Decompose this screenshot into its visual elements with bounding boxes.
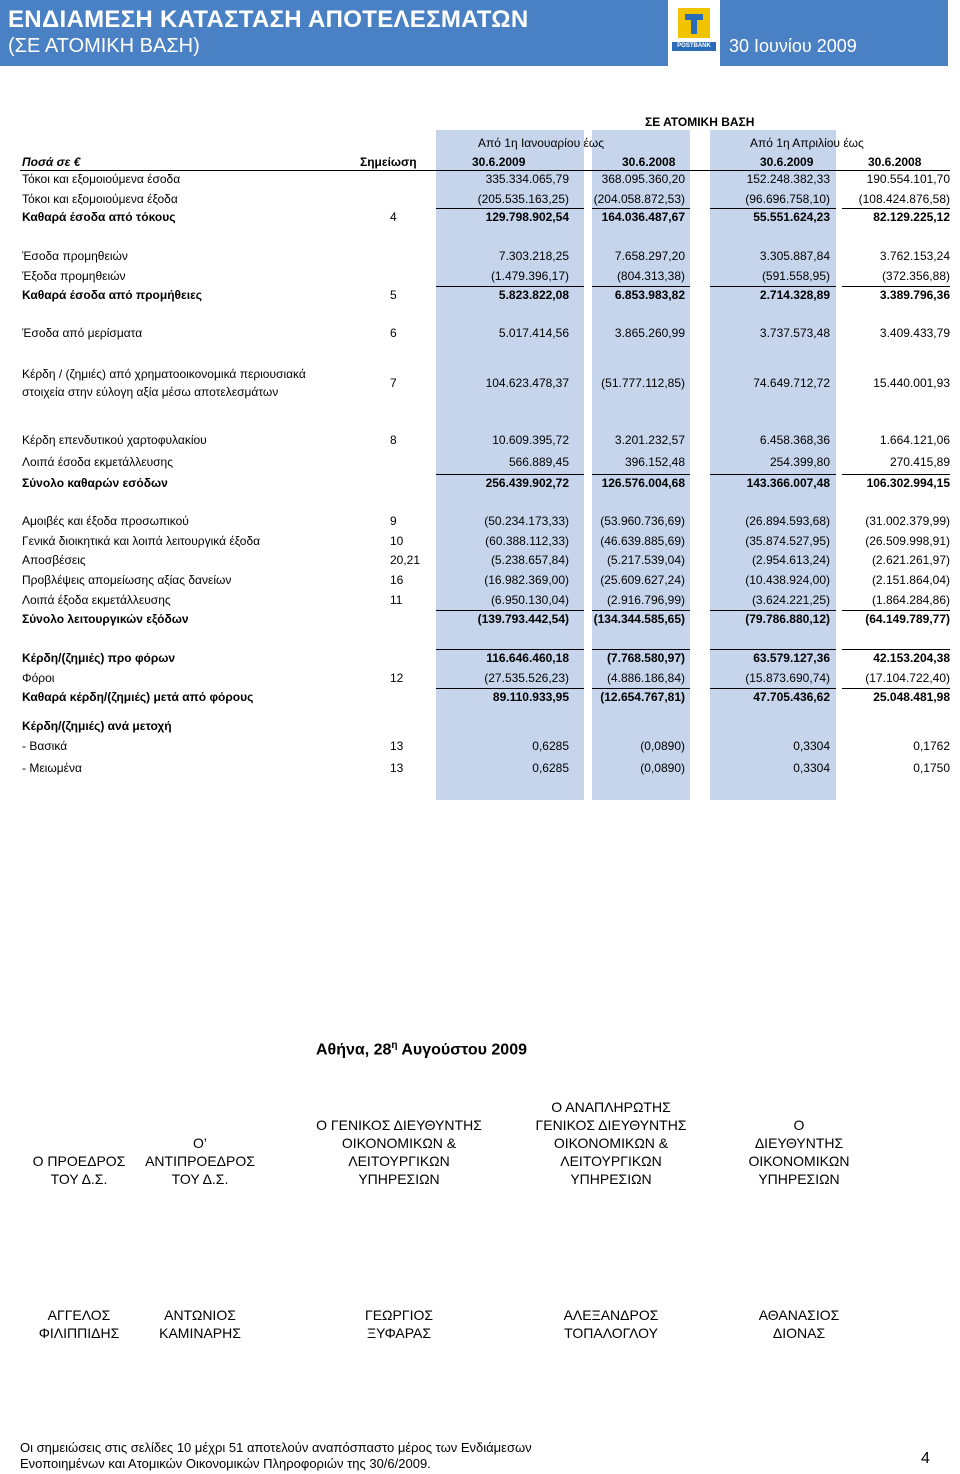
row-value: 335.334.065,79 — [485, 172, 569, 186]
subtotal-rule — [592, 208, 690, 209]
signatory-title-line: ΥΠΗΡΕΣΙΩΝ — [570, 1171, 652, 1187]
signatory-title — [501, 1098, 721, 1188]
signatory-title-line: ΓΕΝΙΚΟΣ ΔΙΕΥΘΥΝΤΗΣ — [535, 1117, 687, 1133]
signatory-title-line: ΔΙΕΥΘΥΝΤΗΣ — [754, 1135, 844, 1151]
row-value: (79.786.880,12) — [745, 612, 830, 626]
row-value: (2.621.261,97) — [871, 553, 950, 567]
signatory-title-line: ΟΙΚΟΝΟΜΙΚΩΝ & — [553, 1135, 669, 1151]
row-label: Γενικά διοικητικά και λοιπά λειτουργικά έξοδα — [22, 534, 261, 548]
subtotal-rule — [592, 649, 690, 650]
row-value: 0,3304 — [793, 761, 830, 775]
signatory-name-line: ΑΛΕΞΑΝΔΡΟΣ — [563, 1307, 659, 1323]
signatory-name — [90, 1306, 310, 1342]
subtotal-rule — [436, 688, 584, 689]
row-value: 396.152,48 — [624, 455, 685, 469]
row-note: 13 — [390, 761, 404, 775]
header-rule — [20, 170, 950, 171]
col-date-4: 30.6.2008 — [868, 155, 922, 169]
row-value: 3.737.573,48 — [759, 326, 830, 340]
row-label: Προβλέψεις απομείωσης αξίας δανείων — [22, 573, 232, 587]
row-value: 3.389.796,36 — [879, 288, 950, 302]
row-label: Λοιπά έξοδα εκμετάλλευσης — [22, 593, 171, 607]
header-bar — [0, 0, 948, 66]
row-label: Φόροι — [22, 671, 55, 685]
signatory-title-line: Ο ΓΕΝΙΚΟΣ ΔΙΕΥΘΥΝΤΗΣ — [316, 1117, 482, 1133]
subtotal-rule — [592, 610, 690, 611]
row-value: (53.960.736,69) — [600, 514, 685, 528]
row-value: (1.479.396,17) — [490, 269, 569, 283]
row-label: Αμοιβές και έξοδα προσωπικού — [22, 514, 189, 528]
row-value: (46.639.885,69) — [600, 534, 685, 548]
subtotal-rule — [710, 208, 836, 209]
row-value: (372.356,88) — [881, 269, 950, 283]
row-label: Σύνολο καθαρών εσόδων — [22, 476, 168, 490]
row-value: (17.104.722,40) — [865, 671, 950, 685]
row-label: Έξοδα προμηθειών — [22, 269, 126, 283]
row-value: 7.658.297,20 — [614, 249, 685, 263]
row-value: 3.409.433,79 — [879, 326, 950, 340]
row-value: 3.762.153,24 — [879, 249, 950, 263]
row-value: 3.305.887,84 — [759, 249, 830, 263]
row-label: Έσοδα από μερίσματα — [22, 326, 143, 340]
row-value: (2.151.864,04) — [871, 573, 950, 587]
subtotal-rule — [436, 649, 584, 650]
subtotal-rule — [842, 610, 950, 611]
signatory-name-line: ΓΕΩΡΓΙΟΣ — [365, 1307, 433, 1323]
row-value: (205.535.163,25) — [477, 192, 569, 206]
row-value: (804.313,38) — [616, 269, 685, 283]
row-label: Τόκοι και εξομοιούμενα έσοδα — [22, 172, 181, 186]
page-number: 4 — [921, 1450, 930, 1467]
row-note: 20,21 — [390, 553, 421, 567]
row-value: 164.036.487,67 — [601, 210, 685, 224]
period-header-right: Από 1η Απριλίου έως — [750, 136, 864, 150]
row-value: 25.048.481,98 — [873, 690, 950, 704]
subtotal-rule — [710, 649, 836, 650]
bank-logo — [668, 0, 720, 66]
col-date-2: 30.6.2008 — [622, 155, 676, 169]
row-value: (1.864.284,86) — [871, 593, 950, 607]
signatory-name-line: ΤΟΠΑΛΟΓΛΟΥ — [564, 1325, 658, 1341]
row-note: 11 — [390, 593, 403, 607]
row-note: 7 — [390, 376, 397, 390]
row-value: (16.982.369,00) — [484, 573, 569, 587]
row-label: - Βασικά — [22, 739, 68, 753]
row-note: 5 — [390, 288, 397, 302]
signatory-title-line: ΑΝΤΙΠΡΟΕΔΡΟΣ — [145, 1153, 255, 1169]
row-value: 129.798.902,54 — [485, 210, 569, 224]
row-value: (2.954.613,24) — [751, 553, 830, 567]
signatory-name-line: ΑΝΤΩΝΙΟΣ — [164, 1307, 236, 1323]
row-value: 3.865.260,99 — [614, 326, 685, 340]
row-note: 13 — [390, 739, 404, 753]
row-value: (60.388.112,33) — [485, 534, 569, 548]
row-value: 63.579.127,36 — [753, 651, 830, 665]
subtotal-rule — [592, 688, 690, 689]
signatory-title-line: ΟΙΚΟΝΟΜΙΚΩΝ — [748, 1153, 850, 1169]
row-label: Καθαρά κέρδη/(ζημιές) μετά από φόρους — [22, 690, 254, 704]
row-value: (591.558,95) — [761, 269, 830, 283]
row-value: 0,6285 — [532, 739, 569, 753]
row-value: (10.438.924,00) — [745, 573, 830, 587]
row-value: (4.886.186,84) — [606, 671, 685, 685]
place-date-month: Αυγούστου 2009 — [401, 1041, 527, 1059]
row-value: 1.664.121,06 — [879, 433, 950, 447]
row-value: 143.366.007,48 — [746, 476, 830, 490]
signatory-title-line: ΛΕΙΤΟΥΡΓΙΚΩΝ — [348, 1153, 450, 1169]
row-value: 0,6285 — [532, 761, 569, 775]
row-value: (50.234.173,33) — [484, 514, 569, 528]
subtotal-rule — [710, 474, 836, 475]
subtotal-rule — [710, 688, 836, 689]
row-value: (27.535.526,23) — [484, 671, 569, 685]
row-value: 42.153.204,38 — [873, 651, 950, 665]
place-date — [316, 1040, 527, 1059]
row-note: 10 — [390, 534, 404, 548]
row-label: - Μειωμένα — [22, 761, 82, 775]
row-value: (35.874.527,95) — [745, 534, 830, 548]
row-value: 10.609.395,72 — [492, 433, 569, 447]
row-value: 566.889,45 — [508, 455, 569, 469]
page-title: ΕΝΔΙΑΜΕΣΗ ΚΑΤΑΣΤΑΣΗ ΑΠΟΤΕΛΕΣΜΑΤΩΝ — [8, 6, 529, 33]
place-date-sup: η — [391, 1040, 398, 1051]
group-header: ΣΕ ΑΤΟΜΙΚΗ ΒΑΣΗ — [645, 115, 755, 129]
row-value: (5.217.539,04) — [606, 553, 685, 567]
row-value: 116.646.460,18 — [486, 651, 569, 665]
row-note: 12 — [390, 671, 404, 685]
row-value: (31.002.379,99) — [865, 514, 950, 528]
row-value: 106.302.994,15 — [866, 476, 950, 490]
row-value: 152.248.382,33 — [746, 172, 830, 186]
row-label: Κέρδη/(ζημιές) ανά μετοχή — [22, 719, 172, 733]
logo-mark-icon — [678, 8, 710, 38]
row-value: 74.649.712,72 — [753, 376, 830, 390]
row-value: 47.705.436,62 — [753, 690, 830, 704]
subtotal-rule — [436, 610, 584, 611]
footer-note-line-2: Ενοποιημένων και Ατομικών Οικονομικών Πληροφοριών της 30/6/2009. — [20, 1456, 431, 1471]
subtotal-rule — [842, 208, 950, 209]
row-value: 6.853.983,82 — [614, 288, 685, 302]
row-value: 0,1762 — [913, 739, 950, 753]
signatory-title — [90, 1134, 310, 1188]
row-label: Καθαρά έσοδα από τόκους — [22, 210, 176, 224]
row-value: 190.554.101,70 — [866, 172, 950, 186]
row-value: (26.509.998,91) — [865, 534, 950, 548]
subtotal-rule — [710, 286, 836, 287]
row-label: Τόκοι και εξομοιούμενα έξοδα — [22, 192, 178, 206]
subtotal-rule — [842, 688, 950, 689]
row-value: (5.238.657,84) — [490, 553, 569, 567]
footer-note-line-1: Οι σημειώσεις στις σελίδες 10 μέχρι 51 αποτελούν αναπόσπαστο μέρος των Ενδιάμεσων — [20, 1440, 532, 1455]
row-value: 0,3304 — [793, 739, 830, 753]
row-label: Κέρδη / (ζημιές) από χρηματοοικονομικά περιουσιακά — [22, 367, 306, 381]
signatory-title-line: Ο’ — [193, 1135, 207, 1151]
row-value: 55.551.624,23 — [753, 210, 830, 224]
subtotal-rule — [842, 474, 950, 475]
row-note: 16 — [390, 573, 404, 587]
row-label: Κέρδη/(ζημιές) προ φόρων — [22, 651, 176, 665]
row-value: 89.110.933,95 — [492, 690, 569, 704]
row-value: (134.344.585,65) — [593, 612, 685, 626]
signatory-name-line: ΞΥΦΑΡΑΣ — [366, 1325, 432, 1341]
signatory-title — [289, 1116, 509, 1188]
col-date-3: 30.6.2009 — [760, 155, 814, 169]
row-value: 104.623.478,37 — [485, 376, 569, 390]
signatory-title-line: ΥΠΗΡΕΣΙΩΝ — [758, 1171, 840, 1187]
signatory-title-line: Ο ΑΝΑΠΛΗΡΩΤΗΣ — [551, 1099, 671, 1115]
page-subtitle: (ΣΕ ΑΤΟΜΙΚΗ ΒΑΣΗ) — [8, 35, 200, 57]
subtotal-rule — [842, 649, 950, 650]
row-label: Έσοδα προμηθειών — [22, 249, 128, 263]
subtotal-rule — [436, 286, 584, 287]
row-value: (25.609.627,24) — [600, 573, 685, 587]
row-value: 3.201.232,57 — [614, 433, 685, 447]
row-label: Σύνολο λειτουργικών εξόδων — [22, 612, 189, 626]
row-value: (204.058.872,53) — [593, 192, 685, 206]
col-date-1: 30.6.2009 — [472, 155, 526, 169]
row-value: 270.415,89 — [889, 455, 950, 469]
row-value: (0,0890) — [640, 739, 685, 753]
note-column-header: Σημείωση — [360, 155, 417, 169]
period-header-left: Από 1η Ιανουαρίου έως — [478, 136, 604, 150]
row-value: 6.458.368,36 — [759, 433, 830, 447]
row-value: 5.823.822,08 — [498, 288, 569, 302]
signatory-name — [501, 1306, 721, 1342]
row-value: (64.149.789,77) — [865, 612, 950, 626]
place-date-text: Αθήνα, 28 — [316, 1041, 392, 1059]
row-value: (3.624.221,25) — [751, 593, 830, 607]
row-value: 7.303.218,25 — [498, 249, 569, 263]
row-value: 368.095.360,20 — [601, 172, 685, 186]
row-label: Λοιπά έσοδα εκμετάλλευσης — [22, 455, 174, 469]
signatory-name-line: ΦΙΛΙΠΠΙΔΗΣ — [38, 1325, 120, 1341]
row-note: 6 — [390, 326, 397, 340]
row-value: (12.654.767,81) — [600, 690, 685, 704]
signatory-name-line: ΔΙΟΝΑΣ — [772, 1325, 826, 1341]
row-note: 4 — [390, 210, 397, 224]
subtotal-rule — [436, 474, 584, 475]
subtotal-rule — [436, 208, 584, 209]
signatory-name — [689, 1306, 909, 1342]
row-value: (6.950.130,04) — [490, 593, 569, 607]
row-value: 15.440.001,93 — [873, 376, 950, 390]
row-value: (108.424.876,58) — [858, 192, 950, 206]
row-value: (51.777.112,85) — [601, 376, 685, 390]
row-note: 9 — [390, 514, 397, 528]
row-value: (0,0890) — [640, 761, 685, 775]
report-date: 30 Ιουνίου 2009 — [729, 36, 857, 56]
signatory-title-line: ΥΠΗΡΕΣΙΩΝ — [358, 1171, 440, 1187]
row-label: Καθαρά έσοδα από προμήθειες — [22, 288, 202, 302]
subtotal-rule — [592, 474, 690, 475]
signatory-name — [289, 1306, 509, 1342]
row-value: (96.696.758,10) — [745, 192, 830, 206]
row-value: 254.399,80 — [769, 455, 830, 469]
row-value: (15.873.690,74) — [745, 671, 830, 685]
signatory-name-line: ΑΘΑΝΑΣΙΟΣ — [758, 1307, 840, 1323]
row-value: 2.714.328,89 — [759, 288, 830, 302]
row-value: (139.793.442,54) — [477, 612, 569, 626]
row-value: 5.017.414,56 — [498, 326, 569, 340]
row-value: 82.129.225,12 — [873, 210, 950, 224]
subtotal-rule — [710, 610, 836, 611]
signatory-title-line: ΤΟΥ Δ.Σ. — [50, 1171, 108, 1187]
row-value: 0,1750 — [913, 761, 950, 775]
row-value: 256.439.902,72 — [485, 476, 569, 490]
row-label-continued: στοιχεία στην εύλογη αξία μέσω αποτελεσμάτων — [22, 385, 279, 399]
row-value: 126.576.004,68 — [601, 476, 685, 490]
subtotal-rule — [842, 286, 950, 287]
signatory-name-line: ΚΑΜΙΝΑΡΗΣ — [159, 1325, 241, 1341]
signatory-title-line: ΟΙΚΟΝΟΜΙΚΩΝ & — [341, 1135, 457, 1151]
signatory-title-line: Ο — [793, 1117, 805, 1133]
signatory-name-line: ΑΓΓΕΛΟΣ — [47, 1307, 111, 1323]
amounts-currency-label: Ποσά σε € — [22, 155, 81, 169]
signatory-title — [689, 1116, 909, 1188]
row-note: 8 — [390, 433, 397, 447]
logo-text: POSTBANK — [672, 42, 716, 51]
row-value: (7.768.580,97) — [606, 651, 685, 665]
row-label: Κέρδη επενδυτικού χαρτοφυλακίου — [22, 433, 207, 447]
row-value: (2.916.796,99) — [606, 593, 685, 607]
subtotal-rule — [592, 286, 690, 287]
row-label: Αποσβέσεις — [22, 553, 86, 567]
signatory-title-line: Ο ΠΡΟΕΔΡΟΣ — [32, 1153, 126, 1169]
signatory-title-line: ΛΕΙΤΟΥΡΓΙΚΩΝ — [560, 1153, 662, 1169]
row-value: (26.894.593,68) — [745, 514, 830, 528]
signatory-title-line: ΤΟΥ Δ.Σ. — [171, 1171, 229, 1187]
